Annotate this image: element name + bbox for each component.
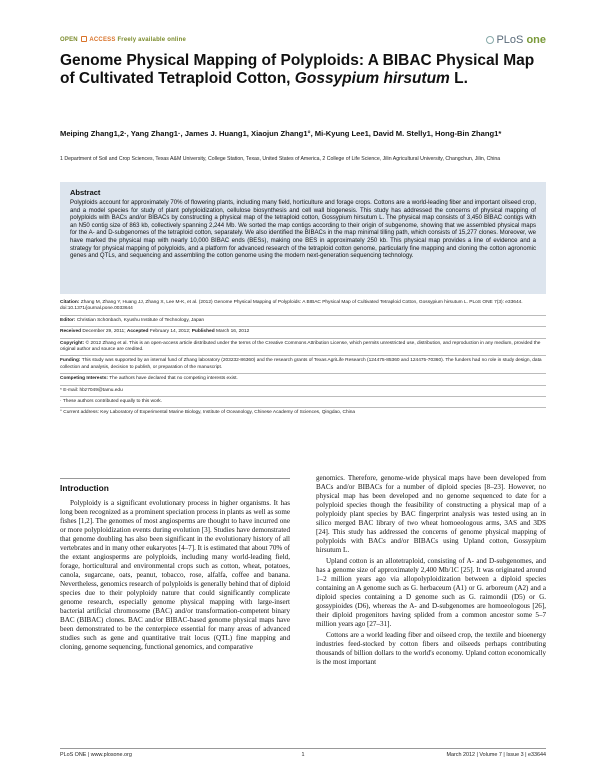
introduction-heading: Introduction xyxy=(60,483,109,493)
copyright-text: © 2012 Zhang et al. This is an open-access article distributed under the terms of the Creative Commons Attribution License, which permits unrestricted use, distribution, and reproduction in any medium, provided the original author and source are credited. xyxy=(60,340,541,353)
copyright-row xyxy=(60,339,546,357)
editor-label: Editor: xyxy=(60,317,76,323)
journal-logo xyxy=(486,34,546,46)
abstract-text: Polyploids account for approximately 70% of flowering plants, including many field, horticulture and forage crops. Cottons are a world-leading fiber and important oilseed crop, and a model species for study of plant polyploidization, cellulose biosynthesis and cell wall biogenesis. This study has addressed the concerns of physical mapping of polyploids with BACs and/or BIBACs by constructing a physical map of the tetraploid cotton, Gossypium hirsutum L. The physical map consists of 3,450 BIBAC contigs with an N50 contig size of 863 kb, collectively spanning 2,244 Mb. We sorted the map contigs according to their origin of subgenome, showing that we assembled physical maps for the A- and D-subgenomes of the tetraploid cotton, separately. We also identified the BIBACs in the map minimal tilling path, which consists of 15,277 clones. Moreover, we have marked the physical map with nearly 10,000 BIBAC ends (BESs), making one BES in approximately 250 kb. This physical map provides a line of evidence and a strategy for physical mapping of polyploids, and a platform for advanced research of the tetraploid cotton genome, particularly fine mapping and cloning the cotton agronomic genes and QTLs, and sequencing and assembling the cotton genome using the modern next-generation sequencing technology. xyxy=(70,200,536,260)
author-list: Meiping Zhang1,2·, Yang Zhang1·, James J. Huang1, Xiaojun Zhang1°, Mi-Kyung Lee1, David M. Stelly1, Hong-Bin Zhang1* xyxy=(60,129,502,138)
editor-row xyxy=(60,316,546,327)
body-paragraph: Upland cotton is an allotetraploid, consisting of A- and D-subgenomes, and has a genome size of approximately 2,400 Mb/1C [25]. It was originated around 1–2 million years ago via allopolyploidization between a diploid species containing an A genome such as G. herbaceum (A1) or G. arboreum (A2) and a diploid species containing a D genome such as G. raimondii (D5) or G. gossypioides (D6), whereas the A- and D-subgenomes are homoeologous [26], their diploid progenitors having splided from a common ancestor some 5–7 million years ago [27–31]. xyxy=(316,557,546,628)
section-divider xyxy=(60,478,290,479)
published-label: Published xyxy=(191,329,215,335)
received-label: Received xyxy=(60,329,82,335)
funding-label: Funding: xyxy=(60,358,81,364)
title-end: L. xyxy=(454,70,468,87)
brand-prefix: PLoS xyxy=(496,34,524,46)
body-column-right xyxy=(316,474,546,669)
accepted-date: February 14, 2012; xyxy=(149,329,191,335)
title-species: Gossypium hirsutum xyxy=(294,70,450,87)
citation-label: Citation: xyxy=(60,300,80,305)
funding-text: This study was supported by an internal fund of Zhang laboratory (203232-86360) and the research grants of Texas AgriLife Research (124475-85360 and 124475-70360). The funders had no role in study design, data collection and analysis, decision to publish, or preparation of the manuscript. xyxy=(60,358,542,370)
body-paragraph: Polyploidy is a significant evolutionary process in higher organisms. It has long been recognized as a prominent speciation process in plants as well as some fishes [1,2]. The genomes of most angiosperms are thought to have incurred one or more polyploidization events during evolution [3]. Studies have demonstrated that genome doubling has also been significant in the evolutionary history of all vertebrates and in many other eukaryotes [4–7]. It is estimated that about 70% of the extant angiosperms are polyploids, including many world-leading field, forage, horticultural and environmental crops such as cotton, wheat, potatoes, canola, sugarcane, oats, peanut, tobacco, rose, alfalfa, coffee and banana. Nevertheless, genomics research of polyploids is generally behind that of diploid species due to their polyploidy nature that could significantly complicate genome research, especially genome physical mapping with large-insert bacterial artificial chromosome (BAC) and/or transformation-competent binary BAC (BIBAC) clones. BAC and/or BIBAC-based genome physical maps have been demonstrated to be the centerpiece essential for many areas of advanced studies such as gene and quantitative trait locus (QTL) fine mapping and cloning, genome sequencing, functional genomics, and comparative xyxy=(60,499,290,651)
journal-header xyxy=(60,34,546,48)
citation-row xyxy=(60,298,546,316)
editor-text: Christian Schönbach, Kyushu Institute of Technology, Japan xyxy=(76,317,205,323)
page-footer xyxy=(60,748,546,758)
footer-journal: PLoS ONE | www.plosone.org xyxy=(60,752,132,758)
competing-interests-row xyxy=(60,374,546,385)
abstract-box xyxy=(60,182,546,294)
published-date: March 16, 2012 xyxy=(215,329,250,335)
article-metadata xyxy=(60,298,546,419)
page-number: 1 xyxy=(301,752,305,758)
open-access-accent: ACCESS xyxy=(89,37,116,43)
body-paragraph: Cottons are a world leading fiber and oilseed crop, the textile and bioenergy industries feed-stocked by cotton fibers and oilseeds perhaps contributing thousands of billion dollars to the world's economy. Upland cotton economically is the most important xyxy=(316,631,546,666)
email-row: * E-mail: hbz7049@tamu.edu xyxy=(60,386,546,397)
received-date: December 29, 2011; xyxy=(82,329,126,335)
dates-row xyxy=(60,327,546,338)
open-lock-icon xyxy=(81,36,87,42)
competing-label: Competing Interests: xyxy=(60,376,108,382)
abstract-heading: Abstract xyxy=(70,188,101,197)
current-address-row: ° Current address: Key Laboratory of Experimental Marine Biology, Institute of Oceanology, Chinese Academy of Sciences, Qingdao, China xyxy=(60,410,356,416)
article-title xyxy=(60,52,546,88)
equal-contribution-row: · These authors contributed equally to this work. xyxy=(60,397,546,408)
brand-suffix: one xyxy=(526,34,546,46)
footer-issue: March 2012 | Volume 7 | Issue 3 | e33644 xyxy=(446,752,546,758)
citation-text: Zhang M, Zhang Y, Huang JJ, Zhang X, Lee M-K, et al. (2012) Genome Physical Mapping of Polyploids: A BIBAC Physical Map of Cultivated Tetraploid Cotton, Gossypium hirsutum L. PLoS ONE 7(3): e33644. doi:10.1371/journal.pone.0033644 xyxy=(60,300,523,312)
open-access-tagline: Freely available online xyxy=(117,37,187,43)
funding-row xyxy=(60,356,546,374)
accepted-label: Accepted xyxy=(126,329,149,335)
body-paragraph: genomics. Therefore, genome-wide physical maps have been developed from BACs and/or BIBACs for a number of diploid species [8–23]. However, no physical map has been developed and no genome sequenced to date for a polyploid species though the feasibility of constructing a physical map of a polyploidy plant species by BAC fingerprint analysis was tested using an in silico merged BAC library of two wheat homoeologous arms, 3AS and 3DS [24]. This study has addressed the concerns of genome physical mapping of polyploids with BACs and/or BIBACs using Upland cotton, Gossypium hirsutum L. xyxy=(316,474,546,554)
copyright-label: Copyright: xyxy=(60,340,85,346)
body-column-left xyxy=(60,484,290,654)
open-access-badge xyxy=(60,36,186,43)
title-main: Genome Physical Mapping of Polyploids: A BIBAC Physical Map of Cultivated Tetraploid Cotton, xyxy=(60,52,535,87)
competing-text: The authors have declared that no competing interests exist. xyxy=(109,376,238,382)
affiliations: 1 Department of Soil and Crop Sciences, Texas A&M University, College Station, Texas, United States of America, 2 College of Life Science, Jilin Agricultural University, Changchun, Jilin, China xyxy=(60,156,501,162)
open-access-label: OPEN xyxy=(60,37,78,43)
plos-logo-icon xyxy=(486,36,494,44)
